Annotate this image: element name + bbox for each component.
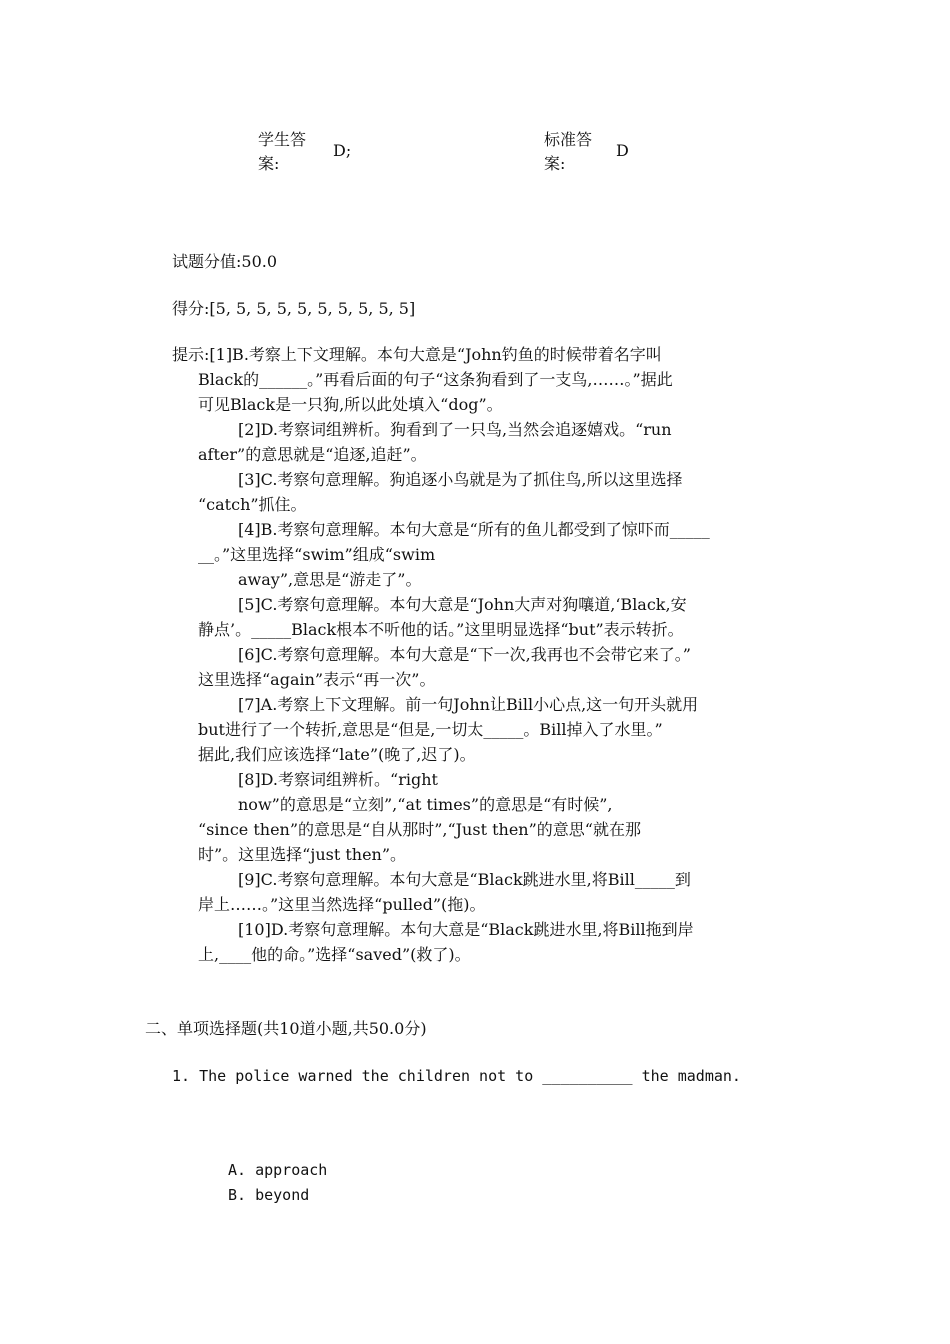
hint-line: 上,____他的命。”选择“saved”(救了)。: [198, 945, 471, 964]
student-answer-value: D;: [333, 141, 352, 160]
score-obtained: 得分:[5, 5, 5, 5, 5, 5, 5, 5, 5, 5]: [172, 299, 416, 318]
hint-line: 据此,我们应该选择“late”(晚了,迟了)。: [198, 745, 476, 764]
student-answer-label: [258, 128, 306, 176]
hint-line: but进行了一个转折,意思是“但是,一切太_____。Bill掉入了水里。”: [198, 720, 663, 739]
hint-line: 静点’。_____Black根本不听他的话。”这里明显选择“but”表示转折。: [198, 620, 684, 639]
option-b[interactable]: B. beyond: [228, 1186, 310, 1204]
hint-line: “since then”的意思是“自从那时”,“Just then”的意思“就在那: [198, 820, 641, 839]
hint-line: [5]C.考察句意理解。本句大意是“John大声对狗嚷道,‘Black,安: [238, 595, 687, 614]
hint-line: “catch”抓住。: [198, 495, 307, 514]
hint-line: 时”。这里选择“just then”。: [198, 845, 407, 864]
standard-answer-label-line2: 案:: [544, 154, 566, 173]
hint-line: [6]C.考察句意理解。本句大意是“下一次,我再也不会带它来了。”: [238, 645, 691, 664]
hint-line: after”的意思就是“追逐,追赶”。: [198, 445, 427, 464]
hint-line: [7]A.考察上下文理解。前一句John让Bill小心点,这一句开头就用: [238, 695, 699, 714]
hint-line: now”的意思是“立刻”,“at times”的意思是“有时候”,: [238, 795, 613, 814]
standard-answer-label-line1: 标准答: [544, 130, 593, 149]
hint-line: 提示:[1]B.考察上下文理解。本句大意是“John钓鱼的时候带着名字叫: [172, 345, 662, 364]
question-text: 1. The police warned the children not to __________ the madman.: [172, 1067, 741, 1085]
hint-line: 岸上……。”这里当然选择“pulled”(拖)。: [198, 895, 486, 914]
standard-answer-value: D: [616, 141, 629, 160]
student-answer-label-line2: 案:: [258, 154, 280, 173]
hint-line: away”,意思是“游走了”。: [238, 570, 422, 589]
option-a[interactable]: A. approach: [228, 1161, 328, 1179]
hint-line: [4]B.考察句意理解。本句大意是“所有的鱼儿都受到了惊吓而_____: [238, 520, 710, 539]
hint-line: Black的______。”再看后面的句子“这条狗看到了一支鸟,……。”据此: [198, 370, 673, 389]
hint-line: [10]D.考察句意理解。本句大意是“Black跳进水里,将Bill拖到岸: [238, 920, 694, 939]
hint-line: __。”这里选择“swim”组成“swim: [198, 545, 436, 564]
hint-line: [3]C.考察句意理解。狗追逐小鸟就是为了抓住鸟,所以这里选择: [238, 470, 683, 489]
hint-line: [2]D.考察词组辨析。狗看到了一只鸟,当然会追逐嬉戏。“run: [238, 420, 672, 439]
hint-line: 可见Black是一只狗,所以此处填入“dog”。: [198, 395, 503, 414]
hint-line: [9]C.考察句意理解。本句大意是“Black跳进水里,将Bill_____到: [238, 870, 691, 889]
hint-line: 这里选择“again”表示“再一次”。: [198, 670, 436, 689]
standard-answer-label: [544, 128, 592, 176]
section-title: 二、单项选择题(共10道小题,共50.0分): [145, 1019, 427, 1038]
hint-line: [8]D.考察词组辨析。“right: [238, 770, 438, 789]
question-score-value: 试题分值:50.0: [172, 252, 278, 271]
student-answer-label-line1: 学生答: [258, 130, 307, 149]
